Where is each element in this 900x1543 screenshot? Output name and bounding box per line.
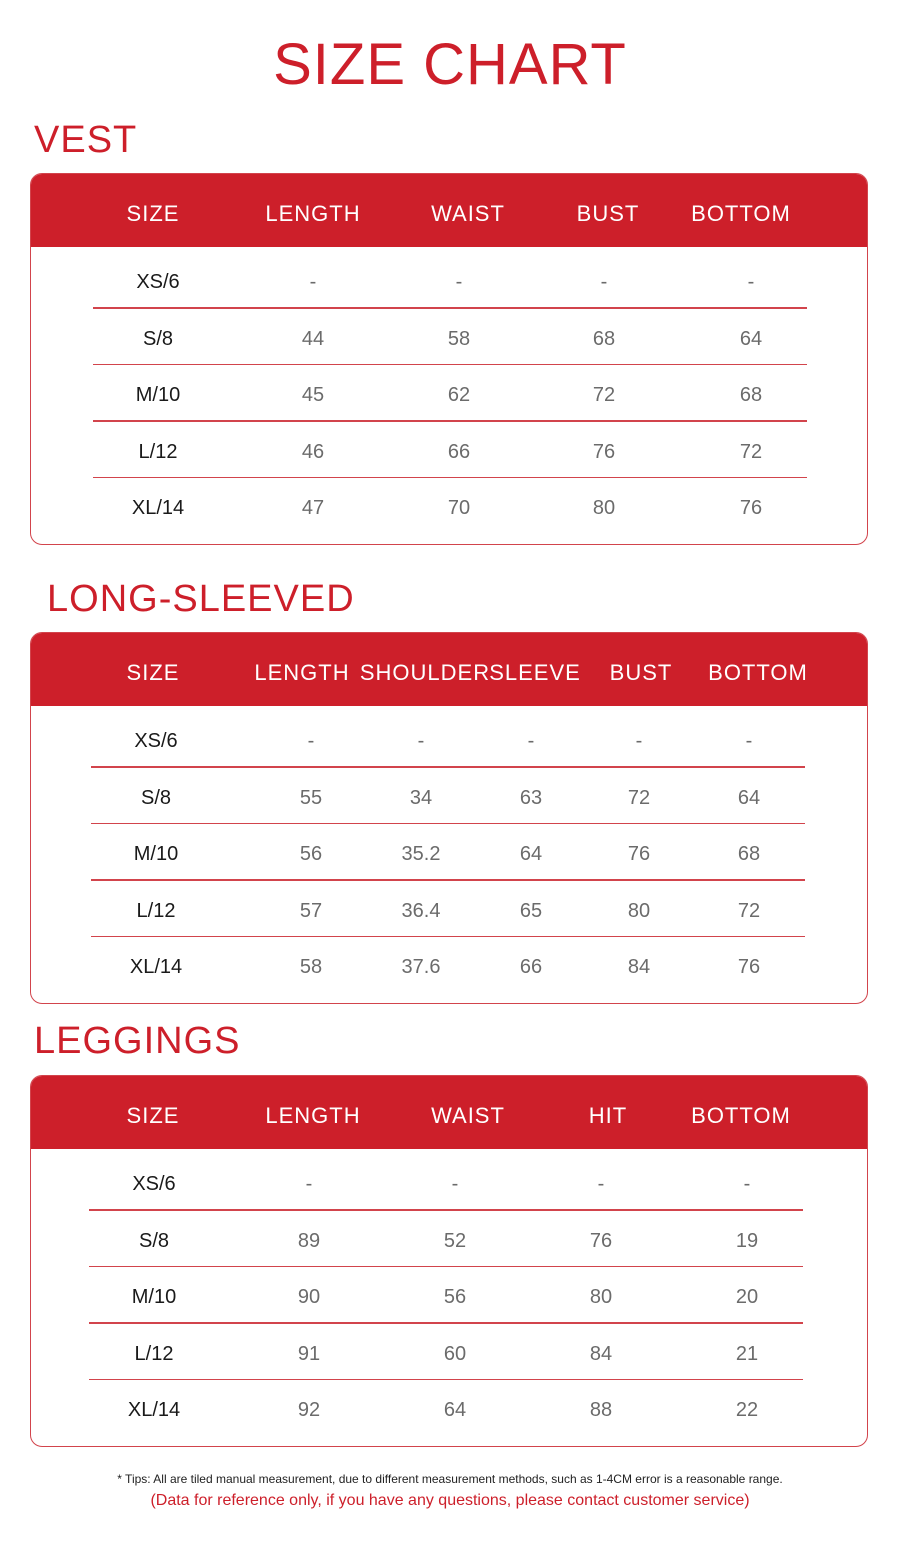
- size-label: XL/14: [131, 497, 185, 519]
- column-header: HIT: [588, 1103, 628, 1128]
- measurement-value: -: [600, 271, 608, 293]
- vest-size-table: [30, 173, 868, 545]
- size-label: M/10: [131, 1286, 177, 1308]
- table-row: [31, 369, 867, 425]
- measurement-value: 80: [627, 899, 651, 922]
- measurement-value: 57: [299, 899, 323, 922]
- measurement-value: 72: [739, 440, 763, 463]
- column-header: BUST: [609, 660, 673, 685]
- table-row: [31, 313, 867, 369]
- measurement-value: -: [743, 1173, 751, 1195]
- table-header: [31, 174, 867, 247]
- measurement-value: 76: [739, 497, 763, 519]
- column-header: SIZE: [126, 660, 180, 685]
- measurement-value: -: [747, 271, 755, 293]
- table-row: [31, 1158, 867, 1214]
- column-header: BOTTOM: [691, 1103, 791, 1128]
- measurement-value: 36.4: [401, 899, 441, 922]
- size-label: XL/14: [127, 1399, 181, 1421]
- measurement-value: 35.2: [401, 843, 441, 865]
- measurement-value: 63: [519, 786, 543, 809]
- size-label: S/8: [140, 786, 172, 809]
- measurement-value: 76: [627, 843, 651, 865]
- measurement-value: 62: [447, 384, 471, 406]
- measurement-value: 56: [443, 1286, 467, 1308]
- column-header: BOTTOM: [708, 660, 808, 685]
- measurement-value: 66: [519, 956, 543, 978]
- measurement-value: 58: [299, 956, 323, 978]
- measurement-value: -: [307, 730, 315, 752]
- measurement-value: 92: [297, 1399, 321, 1421]
- column-header: WAIST: [431, 1103, 505, 1128]
- measurement-value: 56: [299, 843, 323, 865]
- measurement-value: 20: [735, 1286, 759, 1308]
- table-row: [31, 1215, 867, 1271]
- column-header: BUST: [576, 201, 640, 226]
- size-label: M/10: [135, 384, 181, 406]
- measurement-value: 37.6: [401, 956, 441, 978]
- measurement-value: -: [527, 730, 535, 752]
- size-label: L/12: [138, 440, 178, 463]
- measurement-value: 88: [589, 1399, 613, 1421]
- measurement-value: 55: [299, 786, 323, 809]
- measurement-value: -: [455, 271, 463, 293]
- measurement-value: 22: [735, 1399, 759, 1421]
- column-header: SLEEVE: [489, 660, 581, 685]
- measurement-value: 68: [739, 384, 763, 406]
- measurement-value: 44: [301, 327, 325, 350]
- measurement-value: 19: [735, 1229, 759, 1252]
- measurement-value: 80: [589, 1286, 613, 1308]
- table-row: [31, 828, 867, 884]
- row-divider: [89, 1209, 803, 1211]
- measurement-value: 76: [737, 956, 761, 978]
- measurement-value: 21: [735, 1342, 759, 1365]
- size-label: S/8: [138, 1229, 170, 1252]
- measurement-value: -: [745, 730, 753, 752]
- column-header: LENGTH: [265, 201, 361, 226]
- measurement-value: 45: [301, 384, 325, 406]
- column-header: LENGTH: [254, 660, 350, 685]
- measurement-value: 70: [447, 497, 471, 519]
- measurement-value: 80: [592, 497, 616, 519]
- measurement-value: 52: [443, 1229, 467, 1252]
- column-header: SHOULDER: [359, 660, 491, 685]
- row-divider: [91, 823, 805, 825]
- column-header: WAIST: [431, 201, 505, 226]
- column-header: BOTTOM: [691, 201, 791, 226]
- measurement-value: -: [309, 271, 317, 293]
- measurement-value: 72: [592, 384, 616, 406]
- row-divider: [91, 879, 805, 881]
- measurement-value: 68: [737, 843, 761, 865]
- table-row: [31, 885, 867, 941]
- size-label: XS/6: [132, 1173, 176, 1195]
- column-header: SIZE: [126, 201, 180, 226]
- table-row: [31, 1271, 867, 1327]
- table-row: [31, 715, 867, 771]
- measurement-value: 91: [297, 1342, 321, 1365]
- row-divider: [93, 420, 807, 422]
- measurement-value: 64: [519, 843, 543, 865]
- measurement-value: -: [305, 1173, 313, 1195]
- row-divider: [89, 1266, 803, 1268]
- column-header: SIZE: [126, 1103, 180, 1128]
- row-divider: [93, 364, 807, 366]
- measurement-value: 58: [447, 327, 471, 350]
- measurement-value: 89: [297, 1229, 321, 1252]
- long-sleeved-size-table: [30, 632, 868, 1004]
- size-label: L/12: [136, 899, 176, 922]
- table-row: [31, 941, 867, 997]
- leggings-size-table: [30, 1075, 868, 1447]
- measurement-value: -: [635, 730, 643, 752]
- measurement-value: 90: [297, 1286, 321, 1308]
- row-divider: [93, 307, 807, 309]
- size-label: L/12: [134, 1342, 174, 1365]
- size-label: XL/14: [129, 956, 183, 978]
- measurement-value: 64: [443, 1399, 467, 1421]
- size-label: S/8: [142, 327, 174, 350]
- table-row: [31, 1328, 867, 1384]
- row-divider: [89, 1379, 803, 1381]
- table-row: [31, 482, 867, 538]
- row-divider: [91, 766, 805, 768]
- size-label: M/10: [133, 843, 179, 865]
- table-row: [31, 256, 867, 312]
- table-row: [31, 1384, 867, 1440]
- measurement-value: 84: [589, 1342, 613, 1365]
- measurement-value: 72: [627, 786, 651, 809]
- measurement-value: 72: [737, 899, 761, 922]
- measurement-value: 66: [447, 440, 471, 463]
- measurement-value: 64: [737, 786, 761, 809]
- measurement-value: 65: [519, 899, 543, 922]
- row-divider: [91, 936, 805, 938]
- measurement-value: -: [451, 1173, 459, 1195]
- table-row: [31, 426, 867, 482]
- table-header: [31, 1076, 867, 1149]
- measurement-value: 64: [739, 327, 763, 350]
- measurement-value: 46: [301, 440, 325, 463]
- size-label: XS/6: [134, 730, 178, 752]
- tips-text: * Tips: All are tiled manual measurement, due to different measurement methods, such as 1-4CM error is a reasonable range.: [117, 1472, 783, 1486]
- measurement-value: 76: [592, 440, 616, 463]
- size-label: XS/6: [136, 271, 180, 293]
- page-title: SIZE CHART: [273, 32, 627, 97]
- row-divider: [93, 477, 807, 479]
- measurement-value: 68: [592, 327, 616, 350]
- long-sleeved-section-title: LONG-SLEEVED: [47, 578, 355, 620]
- table-row: [31, 772, 867, 828]
- measurement-value: -: [417, 730, 425, 752]
- vest-section-title: VEST: [34, 119, 138, 161]
- measurement-value: 76: [589, 1229, 613, 1252]
- measurement-value: -: [597, 1173, 605, 1195]
- measurement-value: 60: [443, 1342, 467, 1365]
- leggings-section-title: LEGGINGS: [34, 1020, 241, 1062]
- reference-note: (Data for reference only, if you have any questions, please contact customer service): [150, 1492, 750, 1509]
- column-header: LENGTH: [265, 1103, 361, 1128]
- measurement-value: 47: [301, 497, 325, 519]
- measurement-value: 84: [627, 956, 651, 978]
- table-header: [31, 633, 867, 706]
- row-divider: [89, 1322, 803, 1324]
- measurement-value: 34: [409, 786, 433, 809]
